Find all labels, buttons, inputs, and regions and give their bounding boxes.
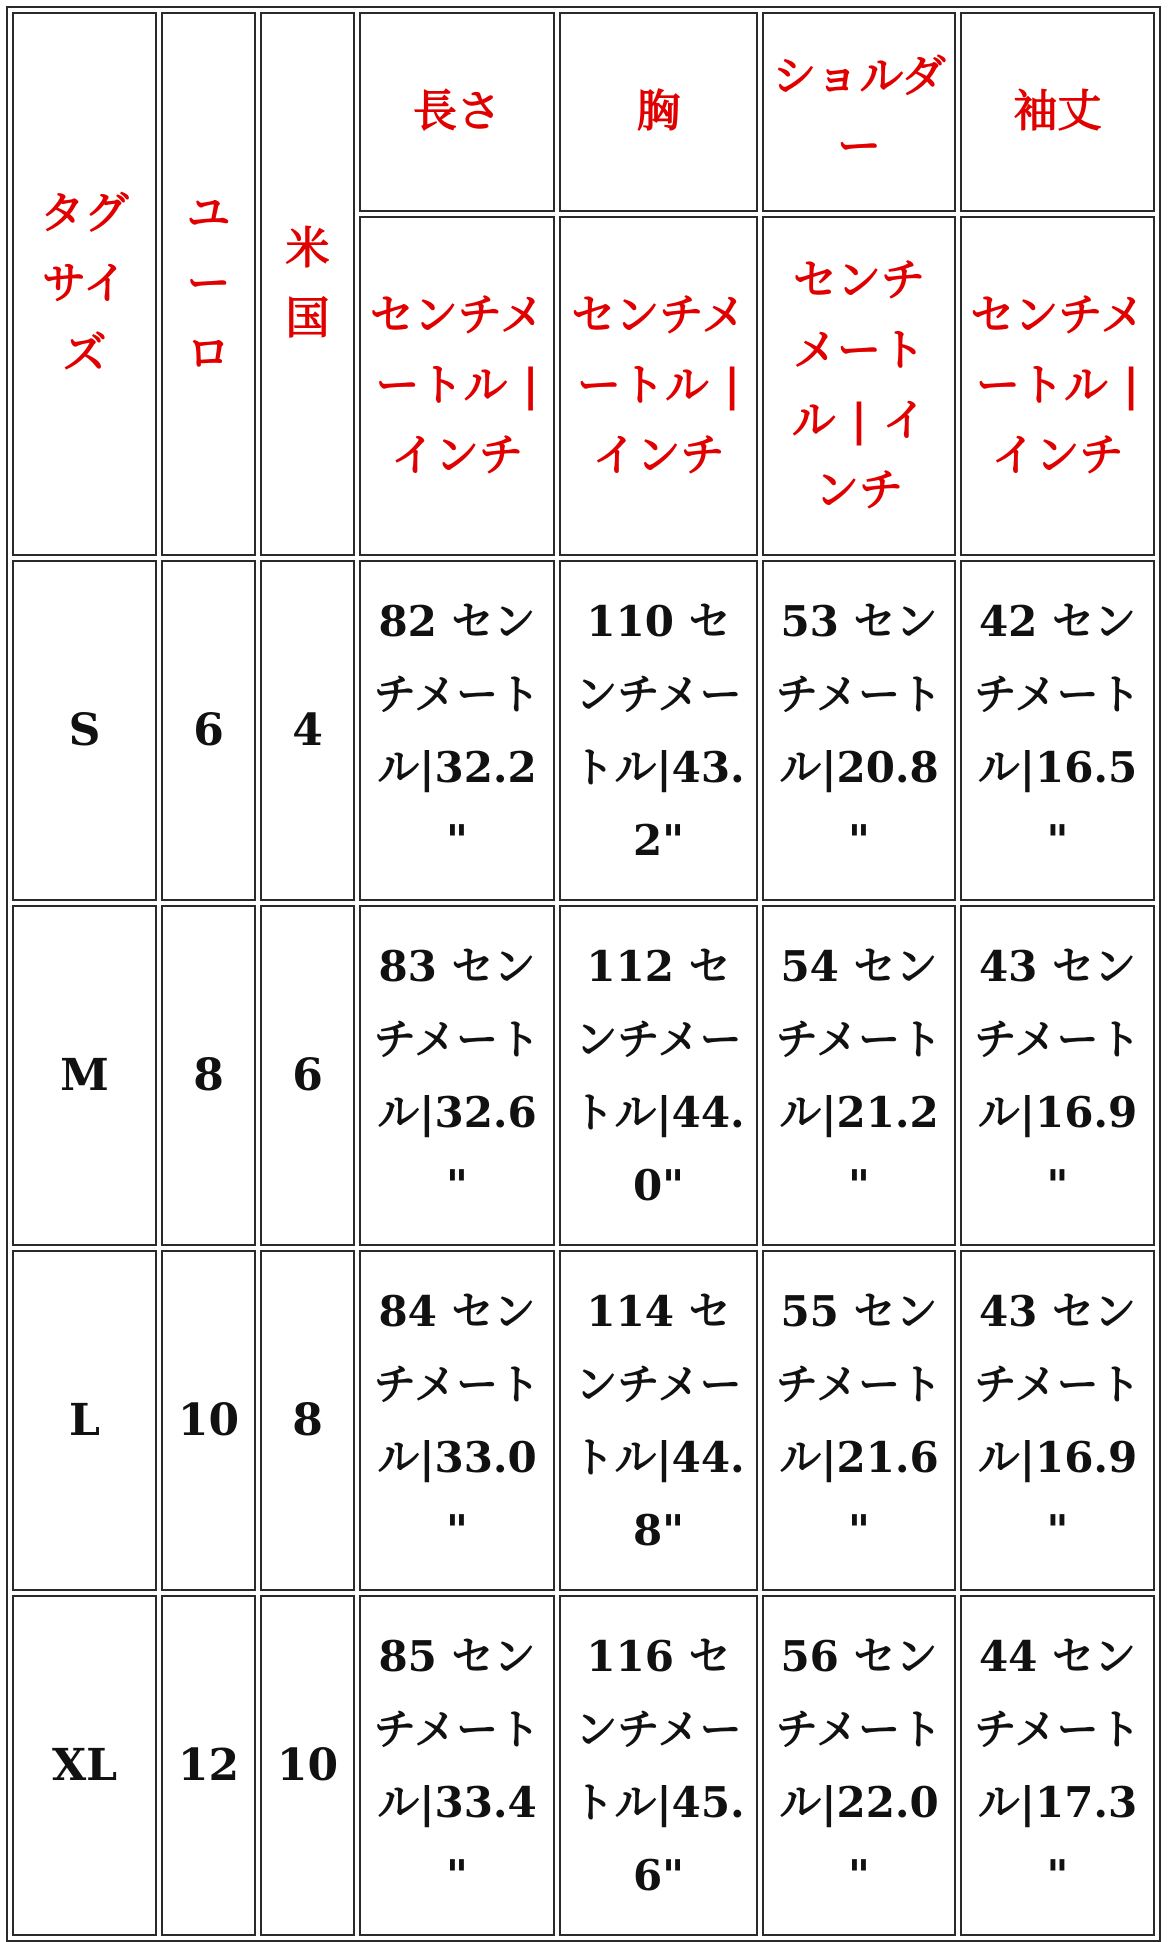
sleeve-cell: 43 センチメートル|16.9"	[960, 1250, 1155, 1591]
euro-size-cell: 10	[161, 1250, 256, 1591]
euro-size-cell: 12	[161, 1595, 256, 1936]
table-row	[12, 905, 1155, 1246]
tag-size-cell: XL	[12, 1595, 157, 1936]
us-size-cell: 4	[260, 560, 355, 901]
table-row	[12, 1250, 1155, 1591]
chest-cell: 116 センチメートル|45.6"	[559, 1595, 758, 1936]
chest-cell: 112 センチメートル|44.0"	[559, 905, 758, 1246]
euro-size-cell: 6	[161, 560, 256, 901]
us-size-cell: 6	[260, 905, 355, 1246]
header-tag-size: タグサイズ	[12, 12, 157, 556]
length-cell: 85 センチメートル|33.4"	[359, 1595, 555, 1936]
tag-size-cell: S	[12, 560, 157, 901]
length-cell: 82 センチメートル|32.2"	[359, 560, 555, 901]
unit-sleeve: センチメートル | インチ	[960, 216, 1155, 556]
size-chart-table	[6, 6, 1161, 1942]
table-row	[12, 1595, 1155, 1936]
chest-cell: 110 センチメートル|43.2"	[559, 560, 758, 901]
tag-size-cell: M	[12, 905, 157, 1246]
header-us: 米国	[260, 12, 355, 556]
header-length: 長さ	[359, 12, 555, 212]
header-shoulder: ショルダー	[762, 12, 956, 212]
sleeve-cell: 44 センチメートル|17.3"	[960, 1595, 1155, 1936]
length-cell: 83 センチメートル|32.6"	[359, 905, 555, 1246]
length-cell: 84 センチメートル|33.0"	[359, 1250, 555, 1591]
tag-size-cell: L	[12, 1250, 157, 1591]
shoulder-cell: 55 センチメートル|21.6"	[762, 1250, 956, 1591]
euro-size-cell: 8	[161, 905, 256, 1246]
header-chest: 胸	[559, 12, 758, 212]
us-size-cell: 10	[260, 1595, 355, 1936]
sleeve-cell: 43 センチメートル|16.9"	[960, 905, 1155, 1246]
header-sleeve: 袖丈	[960, 12, 1155, 212]
unit-chest: センチメートル | インチ	[559, 216, 758, 556]
header-row-measurements	[12, 12, 1155, 212]
unit-shoulder: センチメートル | インチ	[762, 216, 956, 556]
shoulder-cell: 56 センチメートル|22.0"	[762, 1595, 956, 1936]
shoulder-cell: 53 センチメートル|20.8"	[762, 560, 956, 901]
unit-length: センチメートル | インチ	[359, 216, 555, 556]
us-size-cell: 8	[260, 1250, 355, 1591]
shoulder-cell: 54 センチメートル|21.2"	[762, 905, 956, 1246]
sleeve-cell: 42 センチメートル|16.5"	[960, 560, 1155, 901]
chest-cell: 114 センチメートル|44.8"	[559, 1250, 758, 1591]
header-euro: ユーロ	[161, 12, 256, 556]
table-row	[12, 560, 1155, 901]
